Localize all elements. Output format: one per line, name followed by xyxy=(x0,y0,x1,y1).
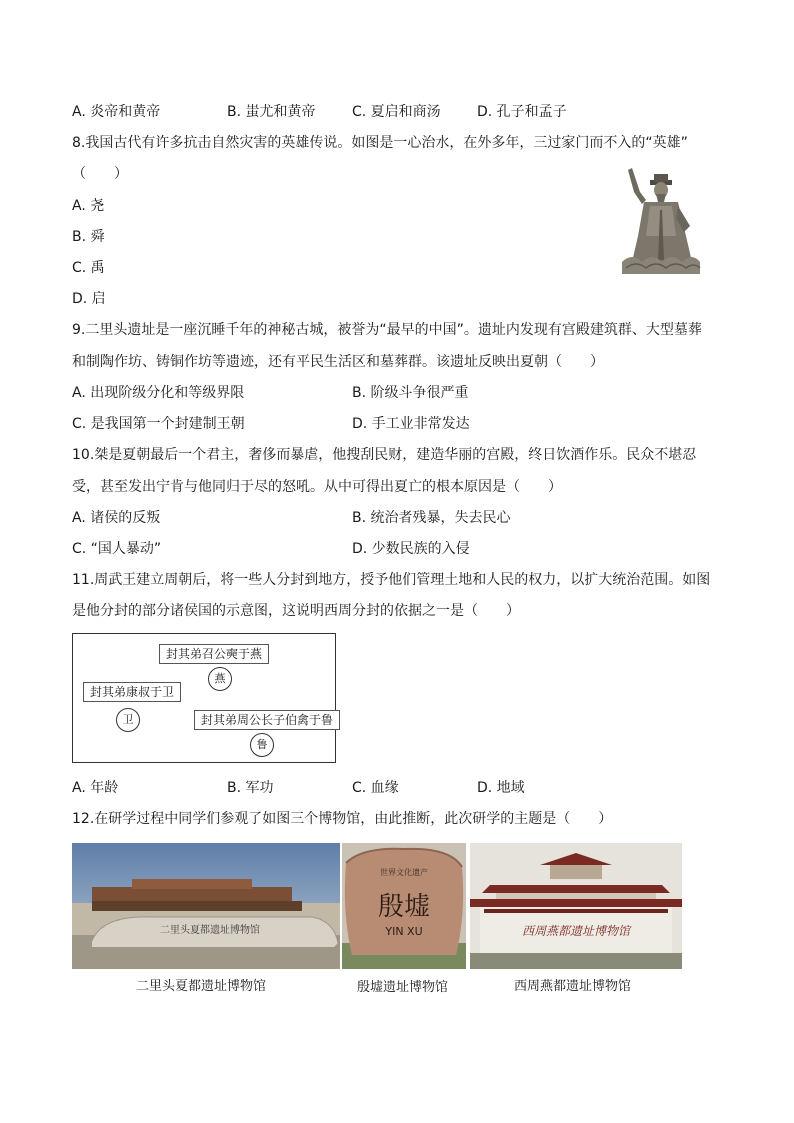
stone2-pinyin: YIN XU xyxy=(385,925,423,938)
q11-option-c: C. 血缘 xyxy=(352,780,399,796)
caption-yandu: 西周燕都遗址博物馆 xyxy=(514,979,632,994)
q9-option-d: D. 手工业非常发达 xyxy=(352,416,470,432)
q8-option-c: C. 禹 xyxy=(72,260,105,276)
q12-stem: 12.在研学过程中同学们参观了如图三个博物馆，由此推断，此次研学的主题是（ ） xyxy=(72,811,613,827)
circle-lu: 鲁 xyxy=(250,733,274,757)
q10-option-a: A. 诸侯的反叛 xyxy=(72,510,161,526)
stone2-top: 世界文化遗产 xyxy=(380,868,428,877)
q10-option-b: B. 统治者残暴，失去民心 xyxy=(352,510,511,526)
stone1-text: 二里头夏都遗址博物馆 xyxy=(160,925,260,936)
q8-option-d: D. 启 xyxy=(72,291,106,307)
circle-wei: 卫 xyxy=(116,708,140,732)
q7-option-d: D. 孔子和孟子 xyxy=(477,104,567,120)
q9-option-b: B. 阶级斗争很严重 xyxy=(352,385,469,401)
q8-option-a: A. 尧 xyxy=(72,198,105,214)
q11-option-d: D. 地域 xyxy=(477,780,525,796)
q11-option-b: B. 军功 xyxy=(227,780,274,796)
label-lu: 封其弟周公长子伯禽于鲁 xyxy=(194,710,340,730)
q9-option-a: A. 出现阶级分化和等级界限 xyxy=(72,385,245,401)
q7-option-a: A. 炎帝和黄帝 xyxy=(72,104,161,120)
fenfeng-diagram xyxy=(72,633,336,763)
q11-option-a: A. 年龄 xyxy=(72,780,119,796)
q10-option-c: C. “国人暴动” xyxy=(72,541,162,557)
yandu-museum-photo xyxy=(470,843,682,969)
q7-option-b: B. 蚩尤和黄帝 xyxy=(227,104,316,120)
caption-erlitou: 二里头夏都遗址博物馆 xyxy=(136,979,267,994)
q10-stem-line2: 受，甚至发出宁肯与他同归于尽的怒吼。从中可得出夏亡的根本原因是（ ） xyxy=(72,479,562,495)
circle-yan: 燕 xyxy=(208,667,232,691)
q9-option-c: C. 是我国第一个封建制王朝 xyxy=(72,416,245,432)
stone2-main: 殷墟 xyxy=(377,892,431,922)
erlitou-museum-photo xyxy=(72,843,340,969)
sign3-text: 西周燕都遗址博物馆 xyxy=(521,924,631,938)
label-yan: 封其弟召公奭于燕 xyxy=(159,644,269,664)
q7-option-c: C. 夏启和商汤 xyxy=(352,104,441,120)
caption-yinxu: 殷墟遗址博物馆 xyxy=(357,980,449,995)
q10-stem-line1: 10.桀是夏朝最后一个君主，奢侈而暴虐，他搜刮民财，建造华丽的宫殿，终日饮酒作乐。民众不堪忍 xyxy=(72,447,697,463)
yinxu-stone-photo xyxy=(342,843,466,969)
yu-statue-image xyxy=(620,166,702,274)
q10-option-d: D. 少数民族的入侵 xyxy=(352,541,470,557)
q8-stem-line1: 8.我国古代有许多抗击自然灾害的英雄传说。如图是一心治水，在外多年，三过家门而不入的“英雄” xyxy=(72,135,688,151)
q9-stem-line2: 和制陶作坊、铸铜作坊等遗迹，还有平民生活区和墓葬群。该遗址反映出夏朝（ ） xyxy=(72,354,604,370)
q8-option-b: B. 舜 xyxy=(72,229,105,245)
q11-stem-line2: 是他分封的部分诸侯国的示意图，这说明西周分封的依据之一是（ ） xyxy=(72,603,520,619)
q11-stem-line1: 11.周武王建立周朝后，将一些人分封到地方，授予他们管理土地和人民的权力，以扩大统治范围。如图 xyxy=(72,572,711,588)
label-wei: 封其弟康叔于卫 xyxy=(83,682,181,702)
q8-stem-line2: （ ） xyxy=(72,166,128,182)
q9-stem-line1: 9.二里头遗址是一座沉睡千年的神秘古城，被誉为“最早的中国”。遗址内发现有宫殿建筑群、大型墓葬 xyxy=(72,322,702,338)
